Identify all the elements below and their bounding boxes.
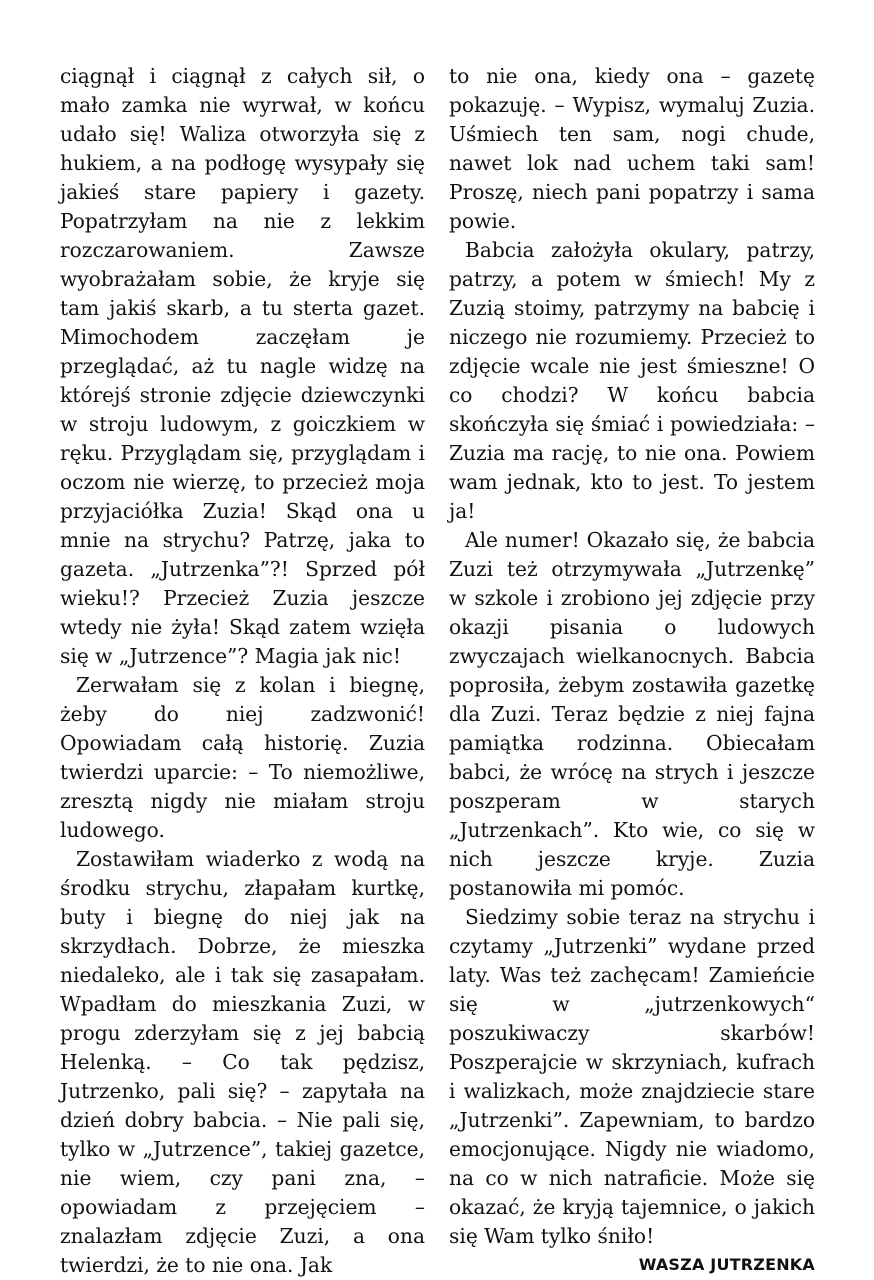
paragraph: ciągnął i ciągnął z całych sił, o mało zamka nie wyrwał, w końcu udało się! Waliza otworzyła się z hukiem, a na podłogę wysypały się jakieś stare papiery i gazety. Popatrzyłam na nie z lekkim rozczarowaniem. Zawsze wyobrażałam sobie, że kryje się tam jakiś skarb, a tu sterta gazet. Mimochodem zaczęłam je przeglądać, aż tu nagle widzę na którejś stronie zdjęcie dziewczynki w stroju ludowym, z goiczkiem w ręku. Przyglądam się, przyglądam i oczom nie wierzę, to przecież moja przyjaciółka Zuzia! Skąd ona u mnie na strychu? Patrzę, jaka to gazeta. „Jutrzenka”?! Sprzed pół wieku!? Przecież Zuzia jeszcze wtedy nie żyła! Skąd zatem wzięła się w „Jutrzence”? Magia jak nic! [60, 64, 425, 668]
paragraph: Ale numer! Okazało się, że babcia Zuzi też otrzymywała „Jutrzenkę” w szkole i zrobiono jej zdjęcie przy okazji pisania o ludowych zwyczajach wielkanocnych. Babcia poprosiła, żebym zostawiła gazetkę dla Zuzi. Teraz będzie z niej fajna pamiątka rodzinna. Obiecałam babci, że wrócę na strych i jeszcze poszperam w starych „Jutrzenkach”. Kto wie, co się w nich jeszcze kryje. Zuzia postanowiła mi pomóc. [449, 528, 815, 900]
right-column [449, 62, 815, 1278]
paragraph: Babcia założyła okulary, patrzy, patrzy, a potem w śmiech! My z Zuzią stoimy, patrzymy na babcię i niczego nie rozumiemy. Przecież to zdjęcie wcale nie jest śmieszne! O co chodzi? W końcu babcia skończyła się śmiać i powiedziała: – Zuzia ma rację, to nie ona. Powiem wam jednak, kto to jest. To jestem ja! [449, 238, 815, 523]
paragraph: Zerwałam się z kolan i biegnę, żeby do niej zadzwonić! Opowiadam całą historię. Zuzia twierdzi uparcie: – To niemożliwe, zresztą nigdy nie miałam stroju ludowego. [60, 673, 425, 842]
paragraph: to nie ona, kiedy ona – gazetę pokazuję. – Wypisz, wymaluj Zuzia. Uśmiech ten sam, nogi chude, nawet lok nad uchem taki sam! Proszę, niech pani popatrzy i sama powie. [449, 64, 815, 233]
paragraph: Zostawiłam wiaderko z wodą na środku strychu, złapałam kurtkę, buty i biegnę do niej jak na skrzydłach. Dobrze, że mieszka niedaleko, ale i tak się zasapałam. Wpadłam do mieszkania Zuzi, w progu zderzyłam się z jej babcią Helenką. – Co tak pędzisz, Jutrzenko, pali się? – zapytała na dzień dobry babcia. – Nie pali się, tylko w „Jutrzence”, takiej gazetce, nie wiem, czy pani zna, – opowiadam z przejęciem – znalazłam zdjęcie Zuzi, a ona twierdzi, że to nie ona. Jak [60, 847, 425, 1277]
left-column [60, 62, 425, 1280]
author-signature: WASZA JUTRZENKA [638, 1255, 815, 1274]
paragraph: Siedzimy sobie teraz na strychu i czytamy „Jutrzenki” wydane przed laty. Was też zachęcam! Zamieńcie się w „jutrzenkowych“ poszukiwaczy skarbów! Poszperajcie w skrzyniach, kufrach i walizkach, może znajdziecie stare „Jutrzenki”. Zapewniam, to bardzo emocjonujące. Nigdy nie wiadomo, na co w nich natraficie. Może się okazać, że kryją tajemnice, o jakich się Wam tylko śniło! [449, 905, 815, 1248]
